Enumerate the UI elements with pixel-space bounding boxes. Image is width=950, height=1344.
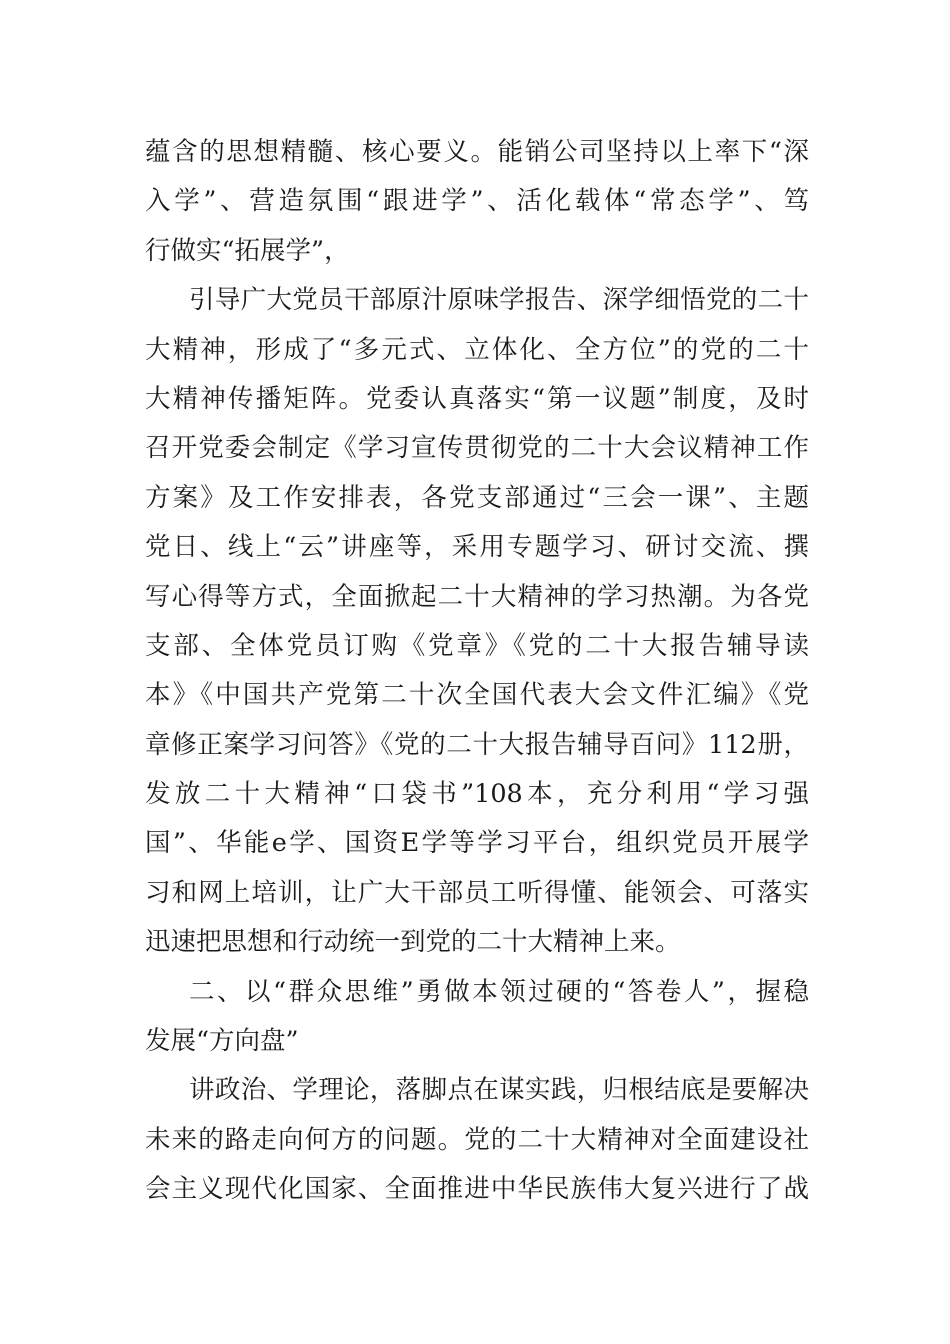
text-line: 发放二十大精神“口袋书”108本，充分利用“学习强 bbox=[145, 779, 809, 810]
text-line: 党日、线上“云”讲座等，采用专题学习、研讨交流、撰 bbox=[145, 532, 809, 563]
text-line: 章修正案学习问答》《党的二十大报告辅导百问》112册， bbox=[145, 729, 809, 760]
text-line: 讲政治、学理论，落脚点在谋实践，归根结底是要解决 bbox=[189, 1075, 809, 1106]
text-line: 本》《中国共产党第二十次全国代表大会文件汇编》《党 bbox=[145, 680, 809, 711]
text-line: 迅速把思想和行动统一到党的二十大精神上来。 bbox=[145, 927, 681, 958]
text-line: 支部、全体党员订购《党章》《党的二十大报告辅导读 bbox=[145, 630, 809, 661]
text-line: 召开党委会制定《学习宣传贯彻党的二十大会议精神工作 bbox=[145, 433, 809, 464]
text-line: 国”、华能e学、国资E学等学习平台，组织党员开展学 bbox=[145, 828, 809, 859]
text-line: 入学”、营造氛围“跟进学”、活化载体“常态学”、笃 bbox=[145, 186, 809, 217]
text-line: 会主义现代化国家、全面推进中华民族伟大复兴进行了战 bbox=[145, 1174, 809, 1205]
text-line: 大精神传播矩阵。党委认真落实“第一议题”制度，及时 bbox=[145, 383, 809, 414]
text-line: 行做实“拓展学”， bbox=[145, 235, 350, 266]
section-heading-line: 二、以“群众思维”勇做本领过硬的“答卷人”，握稳 bbox=[189, 976, 809, 1007]
text-line: 未来的路走向何方的问题。党的二十大精神对全面建设社 bbox=[145, 1124, 809, 1155]
text-line: 习和网上培训，让广大干部员工听得懂、能领会、可落实 bbox=[145, 877, 809, 908]
text-line: 方案》及工作安排表，各党支部通过“三会一课”、主题 bbox=[145, 482, 809, 513]
text-line: 蕴含的思想精髓、核心要义。能销公司坚持以上率下“深 bbox=[145, 137, 809, 167]
text-line: 写心得等方式，全面掀起二十大精神的学习热潮。为各党 bbox=[145, 581, 809, 612]
section-heading-line: 发展“方向盘” bbox=[145, 1026, 299, 1057]
text-line: 大精神，形成了“多元式、立体化、全方位”的党的二十 bbox=[145, 334, 809, 365]
text-line: 引导广大党员干部原汁原味学报告、深学细悟党的二十 bbox=[189, 285, 809, 316]
document-body bbox=[145, 128, 809, 1215]
